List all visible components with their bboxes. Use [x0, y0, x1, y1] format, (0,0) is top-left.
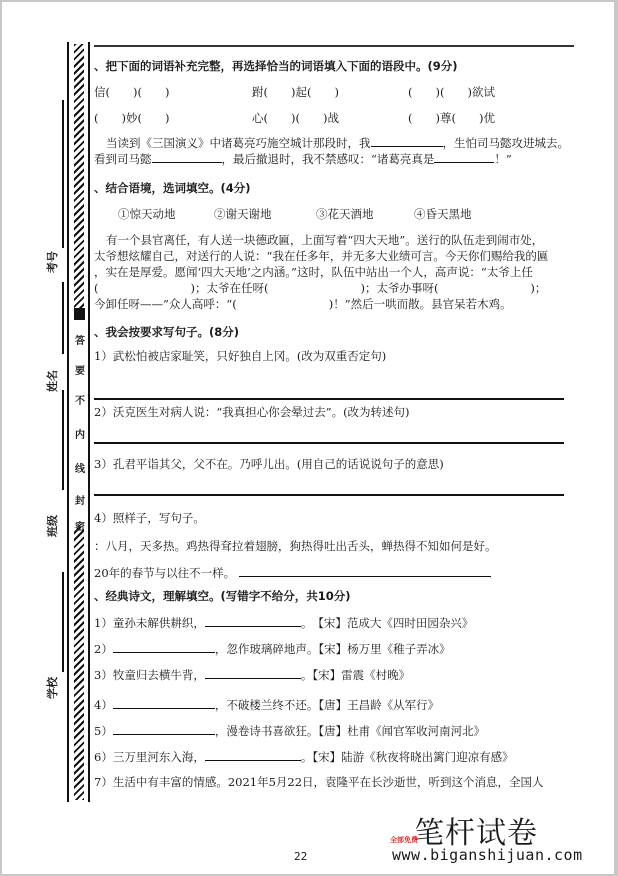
answer-line[interactable] — [94, 398, 564, 400]
section2-title: 、结合语境，选词填空。(4分) — [94, 181, 251, 195]
field-line-class — [62, 390, 64, 490]
example-sentence: ：八月，天多热。鸡热得耷拉着翅膀，狗热得吐出舌头，蝉热得不知如何是好。 — [94, 539, 497, 553]
item-number: 2） — [94, 642, 113, 656]
answer-line[interactable] — [94, 494, 564, 496]
section1-paragraph-line — [106, 134, 569, 151]
poem-text: 三万里河东入海， — [112, 750, 205, 764]
answer-blank[interactable] — [113, 640, 215, 653]
section1-paragraph-line — [94, 150, 512, 167]
poem-source: 。【宋】雷震《村晚》 — [300, 668, 411, 682]
seal-char: 封 — [75, 496, 85, 507]
prompt-text: 20年的春节与以往不一样。 — [94, 566, 236, 580]
poem-source: ，不破楼兰终不还。【唐】王昌龄《从军行》 — [214, 698, 440, 712]
exam-page — [2, 2, 614, 874]
answer-blank[interactable] — [239, 564, 491, 577]
option: ①惊天动地 — [118, 207, 176, 221]
poem-text: 童孙未解供耕织， — [112, 616, 205, 630]
item-number: 6） — [94, 750, 113, 764]
option: ②谢天谢地 — [214, 207, 272, 221]
answer-blank[interactable] — [205, 614, 301, 627]
poem-item — [94, 696, 439, 713]
question-item-7: 7）生活中有丰富的情感。2021年5月22日，袁隆平在长沙逝世，听到这个消息，全国人 — [94, 775, 544, 789]
answer-line[interactable] — [94, 442, 564, 444]
answer-blank[interactable] — [205, 748, 301, 761]
watermark-title: 笔杆试卷 — [414, 816, 538, 851]
poem-item — [94, 722, 485, 739]
question-item: 2）沃克医生对病人说：“我真担心你会晕过去”。(改为转述句) — [94, 405, 410, 419]
section2-paragraph-line: 太爷想炫耀自己，对送行的人说：“我在任多年，并无多大业绩可言。今天你们赐给我的匾 — [94, 249, 549, 263]
paragraph-text: 当读到《三国演义》中诸葛亮巧施空城计那段时，我 — [106, 136, 371, 150]
question-item: 1）武松怕被店家耻笑，只好独自上冈。(改为双重否定句) — [94, 349, 387, 363]
word-blank[interactable]: ( )尊( )优 — [408, 111, 495, 125]
poem-item — [94, 614, 473, 631]
poem-source: 。【宋】陆游《秋夜将晓出篱门迎凉有感》 — [300, 750, 514, 764]
seal-char: 不 — [75, 396, 85, 407]
item-number: 4） — [94, 698, 113, 712]
field-label-name: 姓名 — [46, 370, 59, 392]
field-label-exam-number: 考号 — [46, 251, 59, 273]
word-blank[interactable]: ( )( )欲试 — [408, 85, 495, 99]
poem-source: ，忽作玻璃碎地声。【宋】杨万里《稚子弄冰》 — [214, 642, 451, 656]
option: ③花天酒地 — [316, 207, 374, 221]
seal-char: 内 — [75, 430, 85, 441]
question-item: 3）孔君平诣其父，父不在。乃呼儿出。(用自己的话说说句子的意思) — [94, 457, 444, 471]
page-number: 22 — [294, 850, 308, 863]
top-rule — [94, 45, 574, 47]
poem-item — [94, 666, 410, 683]
word-blank[interactable]: ( )妙( ) — [94, 111, 170, 125]
answer-blank[interactable] — [152, 150, 222, 163]
poem-text: 牧童归去横牛背， — [112, 668, 205, 682]
field-line-exam-number — [62, 100, 64, 248]
paragraph-text: ，生怕司马懿攻进城去。 — [442, 136, 569, 150]
section4-title: 、经典诗文，理解填空。(写错字不给分，共10分) — [94, 589, 351, 603]
answer-blank[interactable] — [205, 666, 301, 679]
paragraph-text: ，最后撤退时，我不禁感叹：“诸葛亮真是 — [221, 152, 435, 166]
section2-paragraph-line[interactable]: 今卸任呀——”众人高呼：“( )！”然后一哄而散。县官呆若木鸡。 — [94, 297, 512, 311]
binding-line-inner — [88, 42, 90, 802]
option: ④昏天黑地 — [414, 207, 472, 221]
field-line-school — [62, 572, 64, 672]
section2-paragraph-line[interactable]: ( )；太爷在任呀( )；太爷办事呀( )； — [94, 281, 547, 295]
poem-source: 。 【宋】范成大《四时田园杂兴》 — [300, 616, 474, 630]
field-label-class: 班级 — [46, 515, 59, 537]
seal-block — [74, 308, 85, 320]
section2-paragraph-line: ，实在是厚爱。愿闻‘四大天地’之内涵。”这时，队伍中站出一个人，高声说：“太爷上任 — [94, 265, 533, 279]
watermark-free-label: 全部免费 — [390, 836, 418, 844]
binding-line-outer — [67, 42, 69, 802]
question-item: 4）照样子，写句子。 — [94, 511, 205, 525]
seal-char: 答 — [75, 336, 85, 347]
word-blank[interactable]: 跗( )起( ) — [252, 85, 339, 99]
poem-item — [94, 640, 451, 657]
section2-paragraph-line: 有一个县官离任，有人送一块德政匾，上面写着“四大天地”。送行的队伍走到闹市处， — [106, 233, 544, 247]
answer-blank[interactable] — [371, 134, 443, 147]
prompt-sentence — [94, 564, 491, 581]
item-number: 3） — [94, 668, 113, 682]
watermark-url: www.biganshijuan.com — [392, 846, 583, 864]
answer-blank[interactable] — [113, 696, 215, 709]
seal-char: 密 — [75, 522, 85, 533]
paragraph-text: 看到司马懿 — [94, 152, 152, 166]
poem-source: ，漫卷诗书喜欲狂。【唐】杜甫《闻官军收河南河北》 — [214, 724, 486, 738]
seal-char: 线 — [75, 464, 85, 475]
word-blank[interactable]: 心( )( )战 — [252, 111, 339, 125]
section1-title: 、把下面的词语补充完整，再选择恰当的词语填入下面的语段中。(9分) — [94, 59, 458, 73]
answer-blank[interactable] — [434, 150, 494, 163]
section3-title: 、我会按要求写句子。(8分) — [94, 325, 240, 339]
item-number: 1） — [94, 616, 113, 630]
item-number: 5） — [94, 724, 113, 738]
answer-blank[interactable] — [113, 722, 215, 735]
seal-char: 要 — [75, 366, 85, 377]
paragraph-text: ！” — [494, 152, 512, 166]
word-blank[interactable]: 信( )( ) — [94, 85, 170, 99]
field-line-name — [62, 282, 64, 354]
field-label-school: 学校 — [46, 677, 59, 699]
poem-item — [94, 748, 514, 765]
